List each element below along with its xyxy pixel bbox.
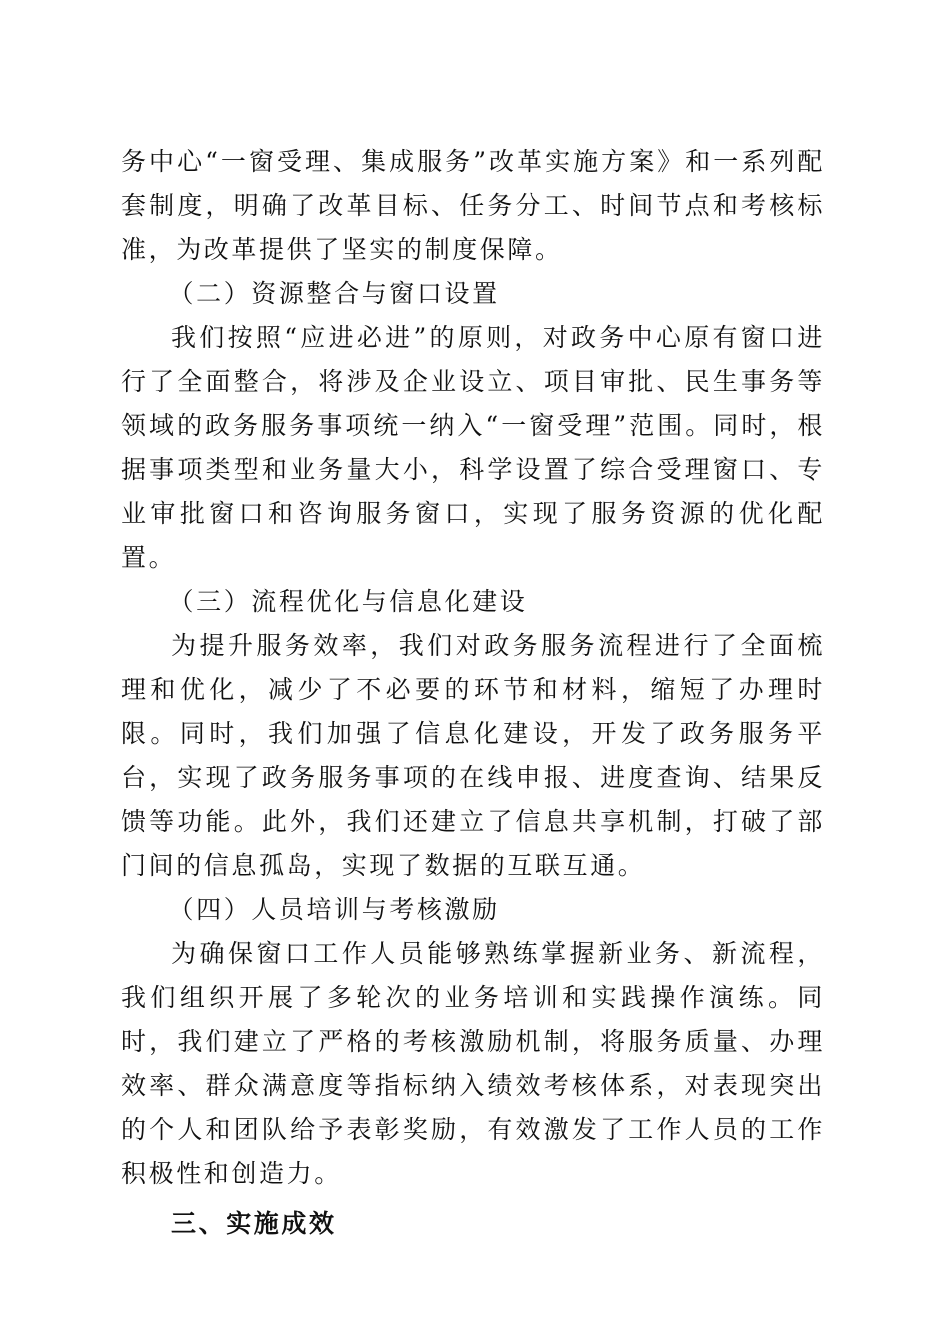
document-body [121,140,825,1246]
chapter-heading-implementation-results: 三、实施成效 [171,1209,337,1238]
section-heading-resource-integration: （二）资源整合与窗口设置 [168,279,500,308]
paragraph-continuation: 务中心“一窗受理、集成服务”改革实施方案》和一系列配套制度，明确了改革目标、任务分工、时间节点和考核标准，为改革提供了坚实的制度保障。 [121,147,825,264]
paragraph-process-optimization: 为提升服务效率，我们对政务服务流程进行了全面梳理和优化，减少了不必要的环节和材料，缩短了办理时限。同时，我们加强了信息化建设，开发了政务服务平台，实现了政务服务事项的在线申报、进度查询、结果反馈等功能。此外，我们还建立了信息共享机制，打破了部门间的信息孤岛，实现了数据的互联互通。 [121,631,825,880]
section-heading-process-optimization: （三）流程优化与信息化建设 [168,587,528,616]
paragraph-staff-training: 为确保窗口工作人员能够熟练掌握新业务、新流程，我们组织开展了多轮次的业务培训和实践操作演练。同时，我们建立了严格的考核激励机制，将服务质量、办理效率、群众满意度等指标纳入绩效考核体系，对表现突出的个人和团队给予表彰奖励，有效激发了工作人员的工作积极性和创造力。 [121,939,825,1188]
section-heading-staff-training: （四）人员培训与考核激励 [168,895,500,924]
paragraph-resource-integration: 我们按照“应进必进”的原则，对政务中心原有窗口进行了全面整合，将涉及企业设立、项目审批、民生事务等领域的政务服务事项统一纳入“一窗受理”范围。同时，根据事项类型和业务量大小，科学设置了综合受理窗口、专业审批窗口和咨询服务窗口，实现了服务资源的优化配置。 [121,323,825,572]
